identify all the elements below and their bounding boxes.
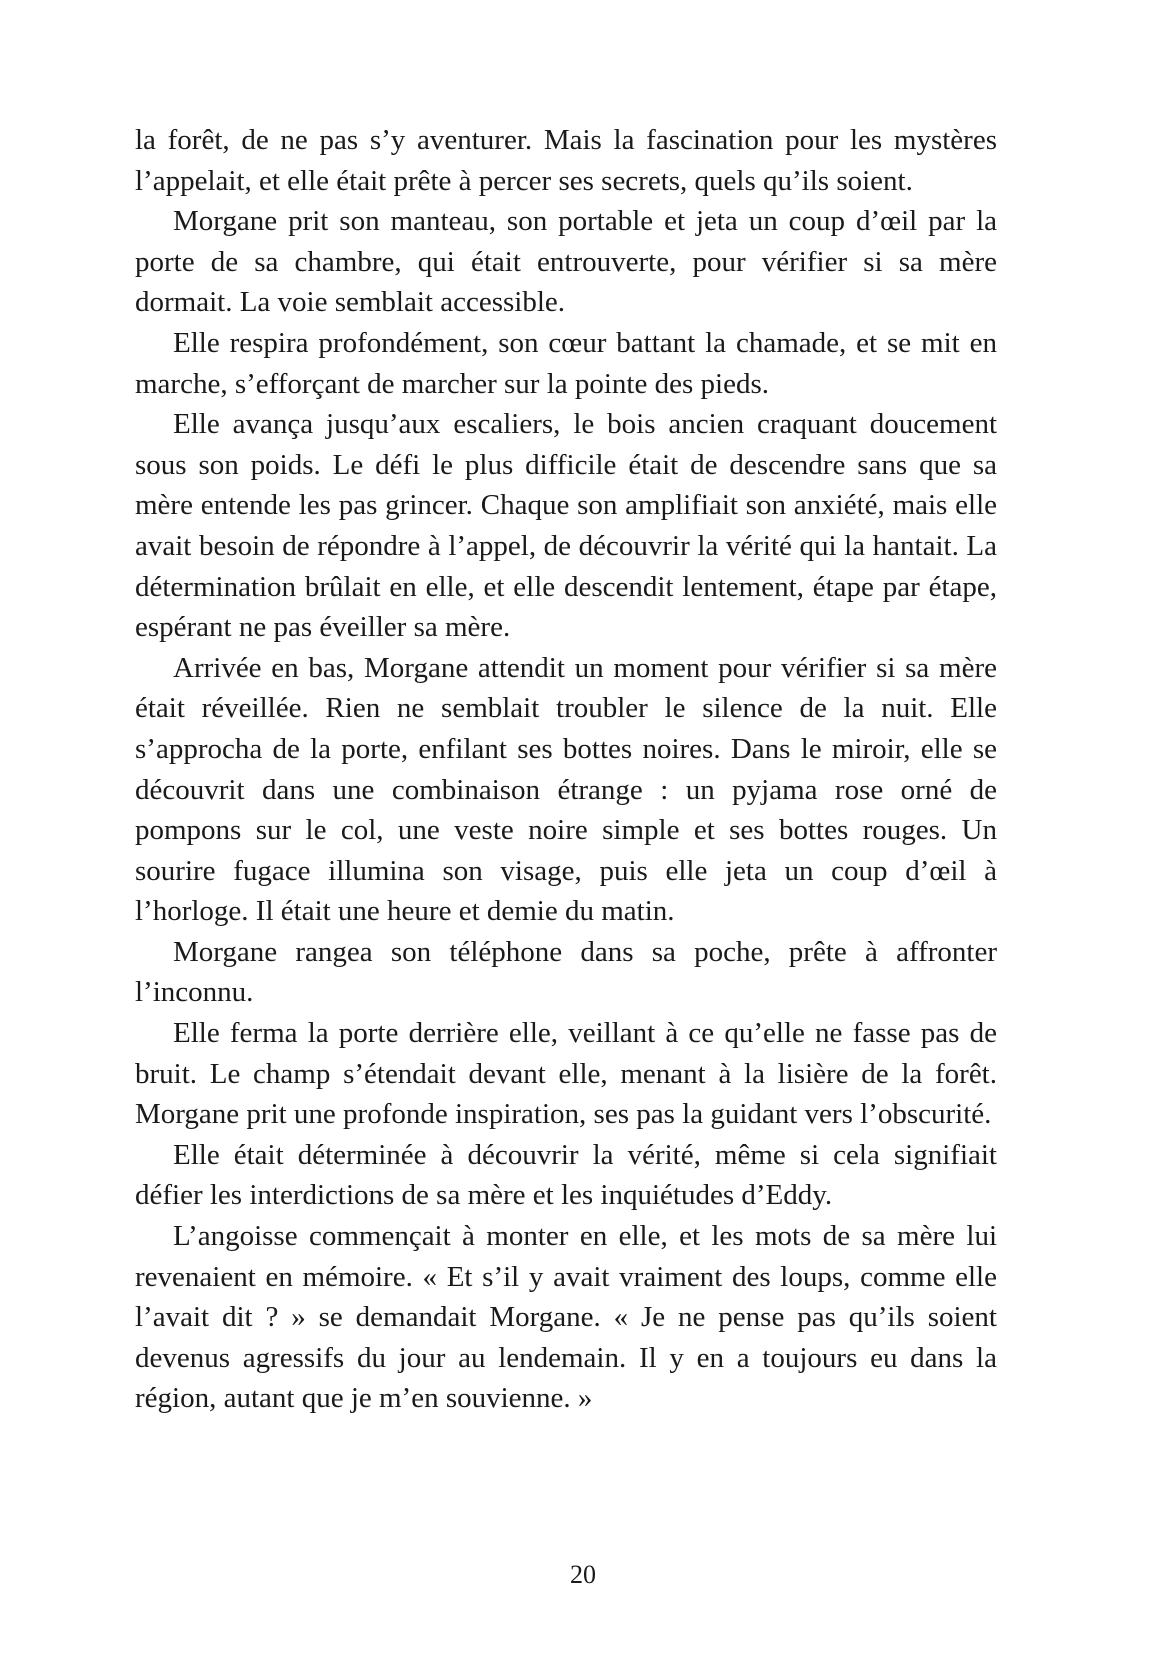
paragraph-7: Elle ferma la porte derrière elle, veillant à ce qu’elle ne fasse pas de bruit. Le champ s’étendait devant elle, menant à la lisière de la forêt. Morgane prit une profonde inspiration, ses pas la guidant vers l’obscurité. xyxy=(135,1017,997,1131)
paragraph-2: Morgane prit son manteau, son portable et jeta un coup d’œil par la porte de sa chambre, qui était entrouverte, pour vérifier si sa mère dormait. La voie semblait accessible. xyxy=(135,205,997,319)
paragraph-6: Morgane rangea son téléphone dans sa poche, prête à affronter l’inconnu. xyxy=(135,935,997,1009)
paragraph-3: Elle respira profondément, son cœur battant la chamade, et se mit en marche, s’efforçant de marcher sur la pointe des pieds. xyxy=(135,326,997,400)
body-text xyxy=(135,120,997,1419)
paragraph-1: la forêt, de ne pas s’y aventurer. Mais la fascination pour les mystères l’appelait, et elle était prête à percer ses secrets, quels qu’ils soient. xyxy=(135,124,997,197)
paragraph-8: Elle était déterminée à découvrir la vérité, même si cela signifiait défier les interdictions de sa mère et les inquiétudes d’Eddy. xyxy=(135,1138,997,1212)
paragraph-9: L’angoisse commençait à monter en elle, et les mots de sa mère lui revenaient en mémoire. « Et s’il y avait vraiment des loups, comme elle l’avait dit ? » se demandait Morgane. « Je ne pense pas qu’ils soient devenus agressifs du jour au lendemain. Il y en a toujours eu dans la région, autant que je m’en souvienne. » xyxy=(135,1220,997,1415)
paragraph-4: Elle avança jusqu’aux escaliers, le bois ancien craquant doucement sous son poids. Le défi le plus difficile était de descendre sans que sa mère entende les pas grincer. Chaque son amplifiait son anxiété, mais elle avait besoin de répondre à l’appel, de découvrir la vérité qui la hantait. La détermination brûlait en elle, et elle descendit lentement, étape par étape, espérant ne pas éveiller sa mère. xyxy=(135,408,997,644)
page-number: 20 xyxy=(570,1560,596,1589)
paragraph-5: Arrivée en bas, Morgane attendit un moment pour vérifier si sa mère était réveillée. Rien ne semblait troubler le silence de la nuit. Elle s’approcha de la porte, enfilant ses bottes noires. Dans le miroir, elle se découvrit dans une combinaison étrange : un pyjama rose orné de pompons sur le col, une veste noire simple et ses bottes rouges. Un sourire fugace illumina son visage, puis elle jeta un coup d’œil à l’horloge. Il était une heure et demie du matin. xyxy=(135,651,997,928)
